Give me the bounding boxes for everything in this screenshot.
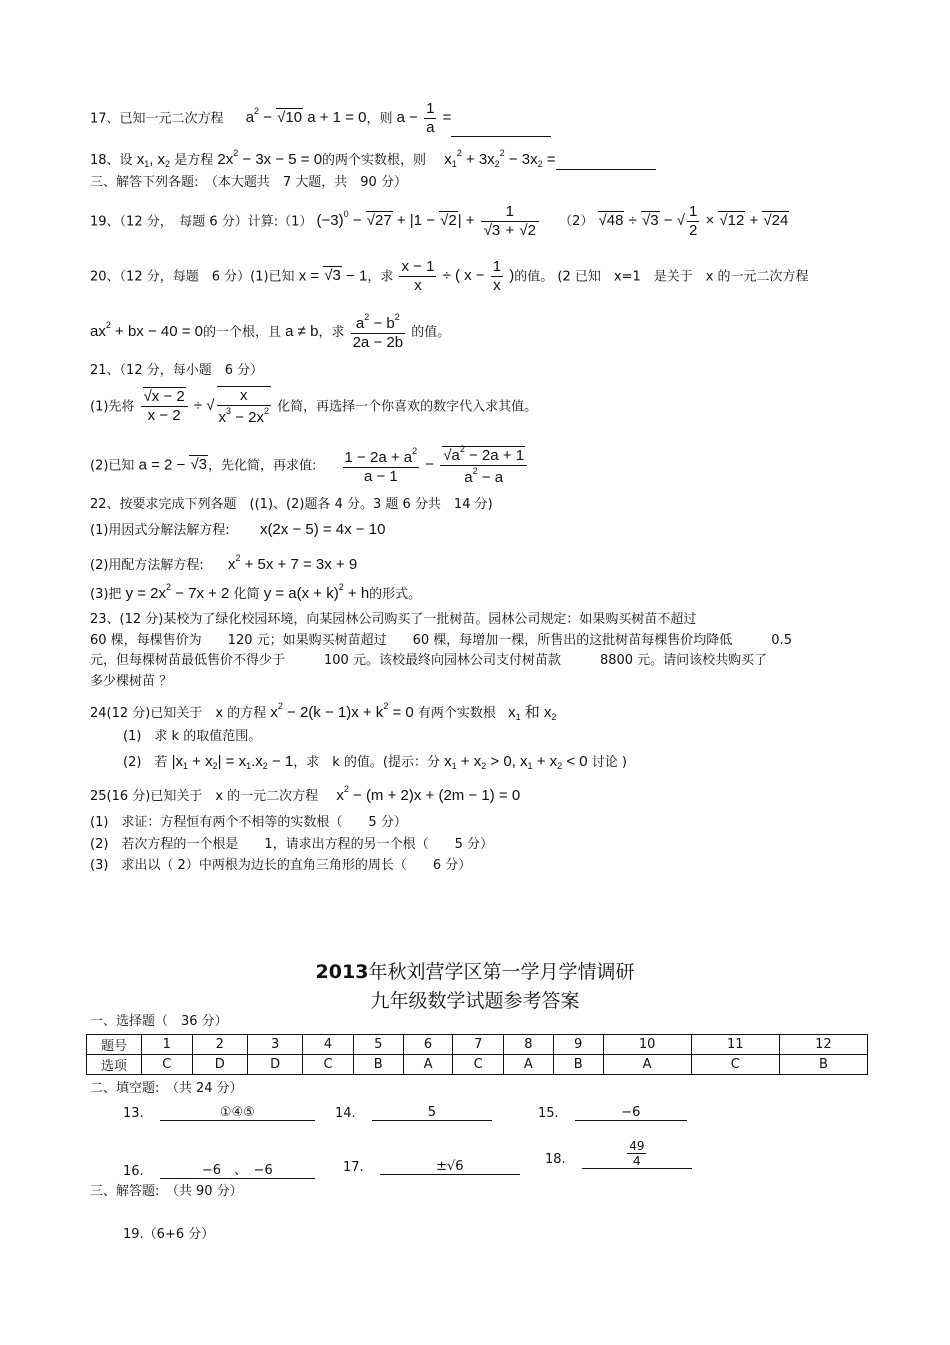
q23-line2: 60 棵，每棵售价为 120 元；如果购买树苗超过 60 棵，每增加一棵，所售出的这批树苗每棵售价均降低 0.5 (90, 633, 792, 648)
q25-part2: (2) 若次方程的一个根是 1，请求出方程的另一个根（ 5 分） (90, 837, 494, 852)
q25-part1: (1) 求证：方程恒有两个不相等的实数根（ 5 分） (90, 815, 407, 830)
table-cell: B (353, 1055, 403, 1075)
q21-heading: 21、（12 分，每小题 6 分） (90, 363, 264, 378)
fill-number: 16. (123, 1164, 144, 1179)
fill-value: 5 (372, 1105, 492, 1121)
q25-heading (90, 784, 520, 805)
table-cell: 1 (142, 1035, 193, 1055)
q22-part3 (90, 582, 421, 603)
table-cell: C (691, 1055, 779, 1075)
table-cell: 9 (553, 1035, 603, 1055)
q22-p3-equation: $y = 2x^2 - 7x + 2$ (125, 582, 230, 602)
q21-p2-expression: $\frac{1 - 2a + a^2}{a - 1}$ − $\frac{√a^2 - 2a + 1}{a^2 - a}$ (341, 456, 530, 473)
q23-line4: 多少棵树苗 ？ (90, 674, 173, 689)
q18-mid2: 的两个实数根，则 (322, 153, 427, 168)
q20-line2-condition: a ≠ b (285, 322, 319, 340)
q22-p2-equation: $x^2 + 5x + 7 = 3x + 9$ (227, 553, 358, 573)
q24-roots: $x_1$ 和 $x_2$ (508, 704, 557, 722)
table-cell: 7 (453, 1035, 504, 1055)
q22-p3-mid: 化简 (233, 587, 260, 602)
fill-number: 15. (538, 1106, 559, 1121)
q24-mid: 有两个实数根 (417, 706, 496, 721)
answer-table-row (87, 1055, 868, 1075)
fill-number: 18. (545, 1152, 566, 1167)
q24-prefix: 24(12 分)已知关于 x 的方程 (90, 706, 267, 721)
table-cell: C (142, 1055, 193, 1075)
q21-p1-prefix: (1)先将 (90, 399, 135, 415)
table-cell: A (403, 1055, 453, 1075)
answer-sec3-heading: 三、解答题: （共 90 分） (90, 1184, 243, 1199)
q18-mid: 是方程 (174, 153, 214, 168)
table-cell: 11 (691, 1035, 779, 1055)
q21-p2-condition: a = 2 − √3 (138, 456, 208, 474)
q18-line (90, 148, 656, 170)
q20-ask: ，求 (367, 269, 394, 285)
table-cell: D (247, 1055, 302, 1075)
q24-p2-prefix: (2) 若 (123, 755, 168, 770)
fill-value: −6 (575, 1105, 687, 1121)
q19-expr1: $(-3)^0 - √27 + |1 - √2|$ + $\frac{1}{√3 + √2}$ (317, 212, 541, 229)
table-cell: C (453, 1055, 504, 1075)
q20-line2-expression: $\frac{a^2 - b^2}{2a - 2b}$ (352, 312, 404, 351)
table-cell: 12 (779, 1035, 867, 1055)
table-cell: 8 (504, 1035, 554, 1055)
q24-p2-mid: ，求 k 的值。(提示：分 (293, 755, 440, 770)
q22-p1-equation: x(2x − 5) = 4x − 10 (259, 521, 386, 538)
q18-answer-blank (556, 155, 656, 170)
q19-label2: （2） (559, 214, 594, 230)
table-cell: 6 (403, 1035, 453, 1055)
table-cell: B (553, 1055, 603, 1075)
q24-part1: (1) 求 k 的取值范围。 (123, 729, 262, 744)
answer-q19-heading: 19.（6+6 分） (123, 1227, 215, 1242)
table-cell: D (192, 1055, 247, 1075)
table-cell: 5 (353, 1035, 403, 1055)
q21-part2 (90, 444, 529, 487)
q24-equation: $x^2 - 2(k - 1)x + k^2 = 0$ (270, 701, 414, 721)
fraction-denominator: 4 (633, 1154, 641, 1168)
q21-p1-expression: $\frac{√x - 2}{x - 2}$ ÷ √ $\frac{x}{x^3 - 2x^2}$ (139, 397, 273, 414)
q20-expression: $\frac{x - 1}{x}$ ÷ ( x − $\frac{1}{x}$ ) (401, 258, 515, 294)
fill-number: 17. (343, 1160, 364, 1175)
q22-heading: 22、按要求完成下列各题 ((1)、(2)题各 4 分。3 题 6 分共 14 分) (90, 497, 493, 512)
q17-equation: $a^2 - √10$ a + 1 = 0 (245, 106, 367, 127)
fill-value: ①④⑤ (160, 1105, 315, 1121)
answer-table-row (87, 1035, 868, 1055)
q20-line2-tail: 的值。 (411, 324, 451, 340)
q18-prefix: 18、设 (90, 153, 133, 168)
q18-equation: $2x^2 - 3x - 5 = 0$ (217, 148, 323, 168)
q22-p3-form: $y = a(x + k)^2 + h$ (263, 582, 370, 602)
fill-value (582, 1139, 692, 1169)
q22-p2-prefix: (2)用配方法解方程: (90, 558, 204, 573)
fill-value: ±√6 (380, 1159, 520, 1175)
answer-table (86, 1034, 868, 1075)
fill-answer-14 (335, 1105, 492, 1121)
q19-prefix: 19、（12 分， 每题 6 分）计算:（1） (90, 214, 313, 230)
q19-expr2: √48 ÷ √3 − √ $\frac{1}{2}$ × √12 + √24 (598, 203, 789, 239)
fill-answer-17 (343, 1159, 520, 1175)
q18-vars: $x_1$, $x_2$ (136, 151, 171, 169)
q21-part1 (90, 386, 537, 427)
q20-prefix: 20、（12 分，每题 6 分）(1)已知 (90, 269, 295, 285)
fill-number: 13. (123, 1106, 144, 1121)
q24-heading (90, 701, 556, 723)
fraction-numerator: 49 (629, 1139, 645, 1153)
q24-part2 (123, 753, 627, 772)
q17-ask: a − $\frac{1}{a}$ = (396, 100, 452, 136)
table-cell: C (303, 1055, 354, 1075)
fill-value: −6 、 −6 (160, 1159, 315, 1179)
fill-number: 14. (335, 1106, 356, 1121)
q20-tail: 的值。 (2 已知 x=1 是关于 x 的一元二次方程 (514, 269, 809, 285)
table-cell: A (603, 1055, 691, 1075)
table-header-cell: 题号 (87, 1035, 142, 1055)
q22-part2 (90, 553, 357, 574)
answer-sec1-heading: 一、选择题（ 36 分） (90, 1014, 228, 1029)
q20-equation: $ax^2$ + bx − 40 = 0 (90, 319, 204, 340)
q25-equation: $x^2 - (m + 2)x + (2m - 1) = 0$ (336, 784, 521, 804)
q23-line1: 23、(12 分)某校为了绿化校园环境，向某园林公司购买了一批树苗。园林公司规定：如果购买树苗不超过 (90, 612, 697, 627)
table-cell: 4 (303, 1035, 354, 1055)
fill-answer-13 (123, 1105, 315, 1121)
answer-title-year: 2013 (315, 961, 369, 983)
q24-p2-equation: $|x_1 + x_2| = x_1.x_2 - 1$ (171, 753, 294, 771)
table-header-cell: 选项 (87, 1055, 142, 1075)
fill-answer-18 (545, 1139, 692, 1169)
q17-answer-blank (451, 122, 551, 137)
table-cell: B (779, 1055, 867, 1075)
q22-p3-prefix: (3)把 (90, 587, 122, 602)
q21-p2-mid: ，先化简，再求值: (208, 458, 317, 474)
q18-ask: $x_1^2 + 3x_2^2 - 3x_2$ = (444, 148, 556, 169)
answer-sec2-heading: 二、填空题: （共 24 分） (90, 1081, 243, 1096)
section3-heading: 三、解答下列各题: （本大题共 7 大题，共 90 分） (90, 175, 407, 190)
q22-p3-tail: 的形式。 (369, 587, 422, 602)
table-cell: 3 (247, 1035, 302, 1055)
answer-title-text: 年秋刘营学区第一学月学情调研 (368, 961, 635, 983)
table-cell: 10 (603, 1035, 691, 1055)
q20-line2 (90, 312, 450, 352)
q20-condition: x = √3 − 1 (298, 267, 368, 285)
fill-answer-15 (538, 1105, 687, 1121)
table-cell: A (504, 1055, 554, 1075)
q24-p2-hint: $x_1 + x_2 > 0$, $x_1 + x_2 < 0$ (444, 753, 588, 771)
q22-part1 (90, 521, 385, 539)
q22-p1-prefix: (1)用因式分解法解方程: (90, 523, 230, 538)
q21-p1-tail: 化简，再选择一个你喜欢的数字代入求其值。 (277, 399, 538, 415)
q21-p2-prefix: (2)已知 (90, 458, 135, 474)
q25-part3: (3) 求出以（ 2）中两根为边长的直角三角形的周长（ 6 分） (90, 858, 472, 873)
q23-line3: 元，但每棵树苗最低售价不得少于 100 元。该校最终向园林公司支付树苗款 8800 元。请问该校共购买了 (90, 653, 768, 668)
answer-title (0, 957, 950, 984)
q20-line2-mid: 的一个根，且 (203, 324, 282, 340)
fill-answer-16 (123, 1159, 315, 1179)
q19-line (90, 203, 789, 240)
table-cell: 2 (192, 1035, 247, 1055)
q25-prefix: 25(16 分)已知关于 x 的一元二次方程 (90, 789, 319, 804)
q17-line (90, 100, 551, 137)
q24-p2-tail: 讨论 ) (591, 755, 627, 770)
q17-prefix: 17、已知一元二次方程 (90, 111, 224, 127)
q20-line1 (90, 258, 809, 295)
q17-mid: ，则 (366, 111, 393, 127)
q20-line2-ask: ，求 (318, 324, 345, 340)
answer-subtitle: 九年级数学试题参考答案 (370, 990, 580, 1012)
